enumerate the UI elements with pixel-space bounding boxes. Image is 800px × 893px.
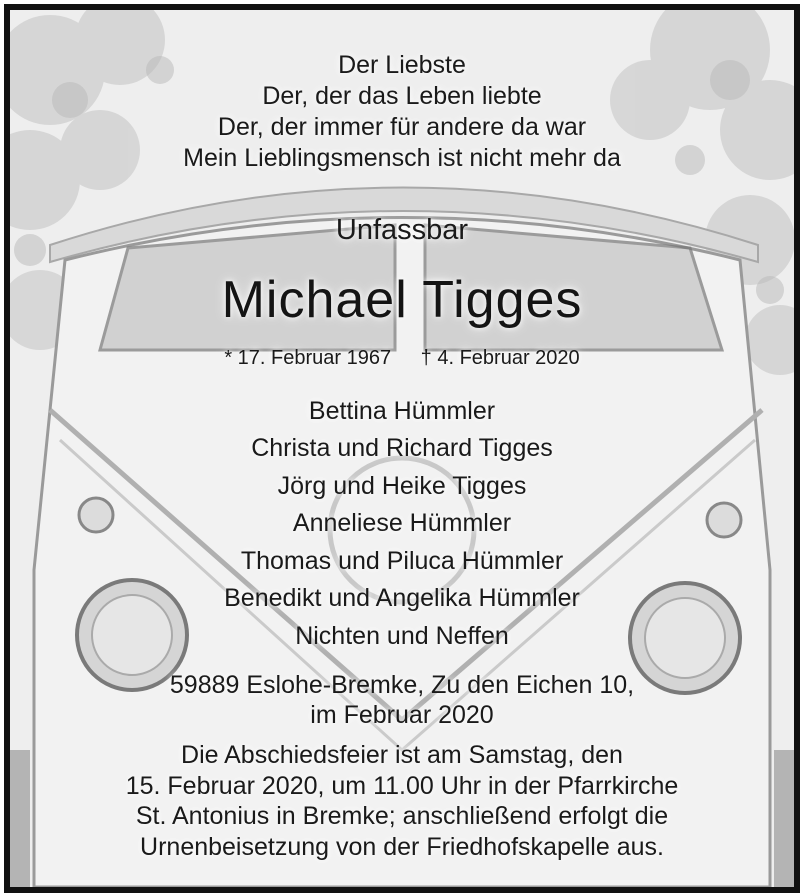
- deceased-name: Michael Tigges: [221, 271, 583, 329]
- death-date: † 4. Februar 2020: [420, 347, 580, 369]
- mourner-name: Nichten und Neffen: [295, 622, 509, 650]
- motto-line: Der Liebste: [338, 51, 466, 79]
- obituary-text: [10, 10, 794, 887]
- mourner-name: Christa und Richard Tigges: [251, 434, 553, 462]
- birth-date: * 17. Februar 1967: [224, 347, 392, 369]
- mourner-name: Bettina Hümmler: [308, 397, 496, 425]
- mourner-name: Anneliese Hümmler: [292, 509, 512, 537]
- motto-line: Mein Lieblingsmensch ist nicht mehr da: [183, 144, 621, 172]
- headline: Unfassbar: [335, 214, 469, 246]
- address-line: 59889 Eslohe-Bremke, Zu den Eichen 10,: [169, 671, 635, 699]
- mourner-name: Thomas und Piluca Hümmler: [240, 547, 564, 575]
- motto-line: Der, der immer für andere da war: [217, 113, 587, 141]
- address-line: im Februar 2020: [310, 701, 494, 729]
- ceremony-notice: 15. Februar 2020, um 11.00 Uhr in der Pfarrkirche: [125, 772, 679, 800]
- life-dates: [10, 347, 794, 370]
- motto-line: Der, der das Leben liebte: [262, 82, 542, 110]
- ceremony-notice: St. Antonius in Bremke; anschließend erfolgt die: [135, 802, 669, 830]
- ceremony-notice: Die Abschiedsfeier ist am Samstag, den: [181, 741, 623, 769]
- ceremony-notice: Urnenbeisetzung von der Friedhofskapelle aus.: [140, 833, 664, 861]
- obituary-frame: [4, 4, 800, 893]
- mourner-name: Benedikt und Angelika Hümmler: [224, 584, 580, 612]
- mourner-name: Jörg und Heike Tigges: [277, 472, 527, 500]
